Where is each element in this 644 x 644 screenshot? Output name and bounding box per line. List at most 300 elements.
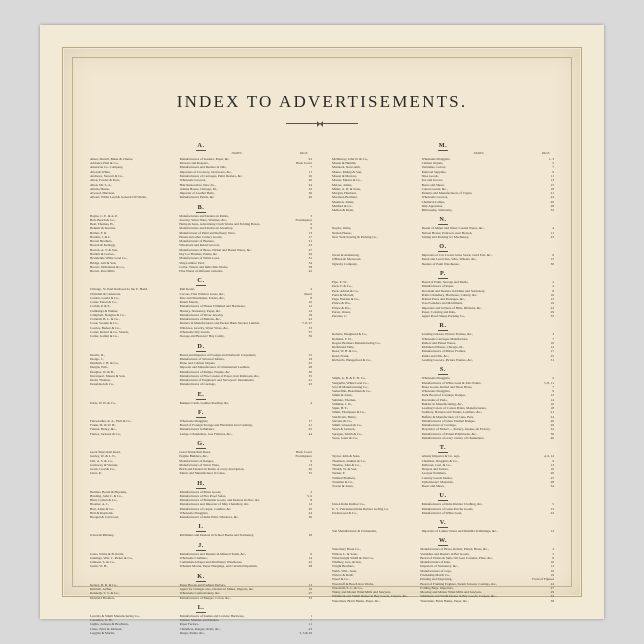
entry-pg: 18 [550,186,554,191]
entry-pg: 27 [308,591,312,596]
entry-name: Dodd, Thomas, [90,378,111,383]
entry-desc: Prime Chandlery, Hardware, Cutlery, &c., [421,292,478,297]
index-table [331,529,555,533]
index-table [89,552,313,569]
entry-desc: Manufacturers of Pumps, Engine, &c. [179,369,231,374]
letter-heading: E. [197,390,205,398]
index-entry-row [331,436,555,440]
letter-heading: U. [439,492,447,500]
index-table [331,152,555,212]
index-entry-row [331,529,555,533]
letter-heading: P. [331,270,555,279]
letter-heading: N. [439,216,447,224]
entry-pg: 22 [550,510,554,515]
entry-name: Saltman, Thomas, [332,397,357,402]
entry-pg: 42 [308,269,312,274]
entry-name: Richmond Time, [332,345,355,350]
entry-name: Bowen, A. T. & Son, [90,247,118,252]
entry-pg: 2 [310,489,312,494]
entry-pg: 28 [550,203,554,208]
entry-pg: 4, 6, 12 [543,454,554,459]
letter-underline [438,150,448,151]
entry-name: Hosmer, A. J., [90,502,109,507]
entry-desc: Manufacturers of Brass, Nickel and Plated Wares, &c. [179,247,252,252]
entry-desc: Waterman, Brick Banks, Paper, &c., [420,598,469,603]
entry-pg: 40 [550,435,554,440]
entry-name: Jennings, Wm. C. Picker & Co., [90,555,134,560]
entry-pg: 11 [550,230,554,235]
entry-desc: Paper, Coloring and Inks, [421,309,456,314]
letter-underline [196,351,206,352]
index-entry-row [89,269,313,273]
entry-pg: 29 [308,252,312,256]
entry-name: Mercer, James, [332,182,353,187]
entry-pg: 4 [552,226,554,231]
entry-desc: Wholesale and Retail Grocers, [179,243,221,248]
entry-pg: 10 [550,292,554,297]
entry-desc: Manufacturers of Ranges, [179,458,214,463]
entry-desc: Paper Hoods and Fashion Furbers, [179,582,226,587]
letter-heading: R. [439,322,447,330]
entry-pg: 6 [310,222,312,227]
index-table [89,533,313,537]
letter-heading: A. [197,142,205,149]
entry-desc: Manufacturers of Paper, [421,284,454,289]
entry-desc: Unions, Mantles and Dealers, [179,618,220,623]
entry-pg: 20 [308,506,312,511]
entry-pg: 36 [550,431,554,436]
entry-name: Andrews, Stewart & Co., [90,174,124,179]
entry-name: Hart, Allen & Co., [90,506,115,511]
entry-name: Tribbett Brothers, [332,475,356,480]
entry-desc: Varnishes and Dealers in Bar Goods, [420,551,470,556]
entry-desc: Chemists, Druggists & Co., [421,458,459,463]
entry-pg: 43 [308,382,312,387]
entry-name: Gurley, W. & L. E., [90,454,117,459]
poster [40,25,604,635]
entry-name: Conlon, Gould & Co., [90,295,120,300]
entry-name: Towne & Jones, [332,484,354,489]
letter-underline [438,330,448,331]
entry-desc: Jewelry, Silver Ware, Watches, &c., [179,217,228,222]
index-entry-row [331,314,555,318]
entry-name: Union India Rubber Co., [332,502,366,507]
entry-pg: 24 [550,195,554,200]
entry-desc: Printing and Engraving, [420,577,453,582]
entry-name: Wood & Co., [332,577,350,582]
entry-desc: Drapers and Tailors, [421,467,449,472]
entry-desc: Builder in Manufacturing, &c., [421,401,464,406]
entry-desc: Dealers in Manufacturers and Packet Bank Stocker Lumber, [179,321,261,326]
entry-name: Mulford & Co., [332,203,353,208]
entry-pg: 10 [550,560,554,565]
entry-desc: Porcelains of Paris, [421,397,448,402]
entry-name: Holmes, Booth & Haydens, [90,489,128,494]
entry-pg: 7 [552,384,554,389]
entry-pg: 6 [552,253,554,258]
entry-pg: 21 [550,191,554,196]
page-border [72,57,572,635]
entry-pg: 3 [310,213,312,218]
entry-desc: Manufacturers of India Print, Windows, &c. [179,515,239,520]
index-table [89,401,313,405]
entry-pg: Frontispiece [295,454,312,459]
entry-name: Stillman, J. D., [332,401,353,406]
entry-pg: 6 [310,551,312,556]
index-entry-row [89,334,313,338]
entry-desc: Importers of Crockery, Glassware, &c., [179,169,233,174]
entry-pg: 32 [550,208,554,213]
letter-underline [196,531,206,532]
letter-underline [438,374,448,375]
entry-desc: Tea and Grocer, [421,178,443,183]
entry-pg: 13 [308,230,312,235]
entry-pg: 19 [308,587,312,592]
index-entry-row [331,262,555,266]
entry-name: Doneldson & Co., [90,382,115,387]
entry-desc: Saddlery, Harness and Trunks, Leathers, &c., [421,410,483,415]
entry-pg: 9 [310,458,312,463]
entry-name: Jones, White & B. Parris, [90,551,125,556]
entry-desc: Board of Foreign Storage and Hardwins Iron Castings, [179,423,253,428]
entry-pg: 5, 8, 11 [544,380,554,385]
entry-desc: Board of Works & Skin, Oil Gear Curtains, Plate, &c., [420,555,494,560]
entry-name: Dunham, J. B. & Co., [90,361,120,366]
index-table [89,490,313,520]
index-entry-row [89,533,313,537]
entry-desc: Agent for Oranges also, Dealers in Mines, Imports, &c. [179,587,254,592]
entry-pg: 38 [550,598,554,603]
entry-pg: 2 [310,287,312,292]
letter-underline [196,150,206,151]
entry-name: Underwood & Co., [332,510,358,515]
entry-desc: Dealers of Paint Warehouse, [421,261,460,266]
entry-desc: Collar, Waters and India Silk Works, [179,264,229,269]
entry-desc: Manufacturer of Paint and Refinery Ware, [179,230,236,235]
entry-pg: 1, 3 [548,156,554,161]
entry-pg: 18 [308,312,312,317]
entry-desc: Manufacturers of Seeders, Paper, &c. [179,156,230,161]
entry-desc: Manufacturers of Burners, [179,239,215,244]
entry-desc: Nelson House, Poltroon, near Boston, [421,230,473,235]
index-column-left [89,138,313,635]
entry-pg: 15 [550,182,554,187]
entry-name: Sangerlin, White Lead Co., [332,380,369,385]
entry-pg: 13 [550,564,554,569]
entry-name: Adriance Platt & Co., [90,161,120,166]
entry-desc: Wholesale Confectionery, &c. [179,591,221,596]
entry-pg: 3 [552,332,554,337]
entry-name: Fairweather, R. A., Hall & Co., [90,418,132,423]
entry-desc: Manufacturers of House Trimmed and Hardware, [179,304,246,309]
entry-desc: Manufacturers and Dealers in Mineral Teeth, &c., [179,551,247,556]
entry-desc: Folding Bags, Importers, [420,585,454,590]
entry-name: Thomson, Jenkins & Co., [332,458,367,463]
letter-heading: J. [89,542,313,551]
entry-desc: Board of Paint, Storage and Shells, [421,280,469,284]
letter-underline [438,527,448,528]
index-entry-row [89,382,313,386]
entry-name: Cowles, Barker & Co., [90,325,121,330]
entry-name: Brown, Post Mills, [90,269,116,274]
index-table [331,547,555,602]
entry-desc: Windows, Gravity, Water Wave, &c., [179,325,230,330]
entry-name: Frank, M. & W. H., [90,423,117,428]
entry-desc: Fine Wares of different varieties, [179,269,224,274]
index-entry-row [331,358,555,362]
entry-name: Richard's, Hungerford & Co., [332,357,372,362]
index-entry-row [331,484,555,488]
entry-name: Ivison & Phinney, [90,533,115,538]
index-columns [73,138,571,635]
entry-desc: Board and Importer of Foreign and Domestic Carpenters, [179,352,257,357]
entry-desc: Boots and Shoes, [421,182,445,187]
entry-name: Murdock, Newcomb, [332,165,361,170]
entry-desc: Manufacturers and Dealers in Jewellery, [179,226,234,231]
entry-name: Mason & Hamlin, [332,161,357,166]
letter-heading: T. [439,444,447,452]
entry-name: Chicago, St. Paul Railroad do Jno E. Hadd, [90,287,148,292]
entry-pg: 13 [308,462,312,467]
entry-pg: 17 [308,234,312,239]
entry-name: Prince & Pro., [332,301,352,306]
entry-name: Brandeline White Lead Co., [90,256,128,261]
entry-pg: 14 [550,345,554,350]
entry-name: Gries, P., [90,471,103,476]
entry-desc: Wholesale Dry Goods, [179,329,211,334]
entry-pg: 7 [310,165,312,170]
entry-pg: 26 [308,467,312,472]
entry-name: Waterman, Brick Banks, Paper, &c., [332,598,381,603]
entry-pg: 16 [550,568,554,573]
entry-name: Nelson House, [332,230,352,235]
entry-name: Mason & Morrow, [332,174,357,179]
index-table [89,583,313,600]
letter-heading: B. [197,203,205,211]
letter-heading: D. [197,342,205,350]
entry-pg: 31 [550,357,554,362]
entry-pg: 34 [550,484,554,489]
entry-pg: 8 [310,498,312,503]
entry-pg: 32 [550,427,554,432]
index-table [331,454,555,488]
entry-name: Atwood, Harrison, [90,191,115,196]
entry-name: Kirkland Brothers, [90,595,116,600]
entry-pg: 31 [308,256,312,261]
entry-desc: Board of Framing Engines, Steam Saloons Castings, &c., [420,581,498,586]
entry-pg: 18 [550,406,554,411]
entry-name: Mauro, Riding & Son, [332,169,363,174]
entry-desc: Tannic and Manufacturer in Glass, [179,471,226,476]
entry-pg: 35 [308,471,312,476]
entry-name: Smith, A. B. & E. H. Co., [332,376,367,381]
entry-pg: 16 [308,174,312,179]
entry-pg: 25 [308,427,312,432]
entry-desc: Varnishes, Colors, [421,165,447,170]
entry-name: Crandall, B. L. & Co., [90,317,120,322]
entry-desc: Chandlers, Ranges, Rolls, &c., [179,626,221,631]
entry-pg: 35 [308,373,312,378]
entry-name: Durgin, Wm., [90,365,109,370]
title-divider-ornament [286,121,358,126]
entry-desc: Railroad Supplies, [421,169,447,174]
entry-pg: 33 [550,594,554,599]
entry-desc: Importer and Manufacturer of Ornamented Leathers, [179,365,251,370]
entry-desc: Friendship Match Co., [420,573,451,578]
entry-pg: 8 [552,555,554,560]
entry-name: Wright Brothers, [332,564,355,569]
entry-pg: 28 [308,564,312,569]
entry-pg: 28 [550,479,554,484]
entry-pg: 3, 5 & 29 [299,630,312,635]
entry-name: O'Brien & Sherwood, [332,257,362,262]
entry-desc: Shoe Goods, [421,174,439,179]
index-entry-row [89,596,313,600]
entry-pg: Insert [304,291,312,296]
entry-desc: Manufacturers of Sashes and Cornice Hardware, [179,613,245,618]
column-header-pg: PAGE. [299,152,309,155]
entry-name: Thrush, W. & Son, [332,467,358,472]
entry-desc: Manufacturers of every variety of Chandeliers, [421,435,485,440]
entry-desc: Proprietor of Nickel — Pottery, Avenue, & Factory, [421,427,491,432]
entry-pg: 32 [308,186,312,191]
entry-desc: Manufacturer of Silvered Tablets, [179,356,225,361]
entry-name: Alleart, White Lead & General Oil Works, [90,195,147,200]
entry-name: Pond & Morrell, [332,292,355,297]
entry-name: Lights, Jackson & Bradburn, [90,622,129,627]
entry-pg: Frontispiece [295,217,312,222]
index-table [89,614,313,635]
index-entry-row [89,432,313,436]
index-table [89,152,313,200]
entry-pg: 5, 6 [306,493,312,498]
entry-pg: 33 [308,595,312,600]
entry-name: Miller, A. D. & Sons, [332,186,361,191]
entry-desc: Ship Lumber Yard, [179,260,205,265]
entry-name: Bartlett, J. & L. [90,234,111,239]
letter-heading: L. [197,603,205,611]
entry-name: Page, Holden & Co., [332,297,360,302]
entry-name: Peck, F. & Co., [332,284,353,289]
index-entry-row [89,631,313,635]
entry-desc: Tree Founders and Machinists, [421,301,463,306]
entry-pg: 9 [552,169,554,174]
entry-pg: 23 [308,626,312,631]
entry-pg: 15 [550,257,554,262]
entry-pg: 18 [308,533,312,538]
entry-name: Parsons, C. [332,314,348,319]
entry-name: Pipe, E. W., [332,280,348,284]
entry-name: Morgan, Harrison, [332,191,357,196]
entry-desc: Paper Factors, [179,622,199,627]
letter-underline [438,500,448,501]
index-table [89,419,313,436]
entry-pg: 7, 8, 27 [301,321,312,326]
entry-desc: Storage and Brewers' Bay Candy, [179,334,225,339]
entry-pg: 37 [308,329,312,334]
entry-name: Roberts, Haughead & Co., [332,332,368,337]
entry-pg: 91 [308,156,312,161]
entry-name: Woodruff & Beach Iron Works, [332,581,375,586]
entry-desc: Manufacturers of Caps, [420,568,452,573]
entry-pg: 5 [552,161,554,166]
entry-pg: 12 [308,502,312,507]
entry-name: Sears, Jones & Co., [332,435,359,440]
entry-pg: 16 [550,401,554,406]
letter-underline [196,581,206,582]
entry-pg: 5 [552,551,554,556]
entry-desc: Salting and Packing for Machinery, [421,234,470,239]
entry-pg: 8 [552,288,554,293]
index-table [89,287,313,338]
entry-desc: Importers and Jobbers of Hilis, Ribbons, &c, [421,305,482,310]
entry-name: Taylor, John & Sons, [332,454,361,459]
letter-heading: W. [438,537,448,545]
entry-pg: 15 [308,352,312,357]
entry-name: Van Shandfacturer & Cruttenden, [332,529,377,534]
entry-desc: Upholsterers' Materials, [421,479,454,484]
entry-pg: 13 [550,178,554,183]
entry-pg: Back Cover [296,449,312,454]
entry-pg: 30 [308,369,312,374]
entry-desc: Hosiery, Stationery, Paper, &c. [179,308,221,313]
entry-pg: 29 [550,423,554,428]
entry-desc: Leading Glasses, Picture Frames, &c., [421,332,473,337]
entry-name: Wilson, L. & Sons, [332,551,358,556]
entry-name: Davenport, Mason & Son, [90,373,126,378]
entry-desc: Leading Colors of Cotton Prints, Manufacturers, [421,406,487,411]
entry-pg: 26 [550,199,554,204]
entry-name: Tucker, F. [332,471,346,476]
entry-name: Stevens & Co., [332,418,353,423]
entry-pg: 13 [550,506,554,511]
entry-pg: 17 [308,418,312,423]
entry-name: Bayne, C. E. & A. P. [90,213,118,218]
letter-heading: I. [89,523,313,532]
entry-pg: 12 [308,304,312,309]
entry-name: Grant, Coal & Co., [90,467,116,472]
entry-desc: Lacquer Polishers, [421,471,447,476]
letter-heading: M. [438,142,448,149]
entry-name: Sturdivant, Henry, [332,414,357,419]
index-table [331,280,555,318]
entry-pg: 34 [308,260,312,265]
entry-desc: Chemical Lamps, [421,199,446,204]
entry-name: Galloway & Weston, [90,462,118,467]
entry-name: Kimball, Arthur, [90,587,113,592]
letter-underline [196,612,206,613]
entry-pg: 23 [308,243,312,248]
entry-name: Moulton, James, [332,199,355,204]
entry-desc: Manufacturers of White Lead, [421,510,463,515]
entry-pg: 22 [550,305,554,310]
entry-desc: Adams House, Chicago, Ill., [179,186,218,191]
index-entry-row [89,515,313,519]
entry-pg: 21 [550,410,554,415]
entry-pg: 21 [308,239,312,244]
entry-desc: Railroad, Coal, & Co., [421,462,452,467]
letter-underline [438,452,448,453]
entry-pg: 10 [308,300,312,305]
entry-pg: 16 [550,467,554,472]
entry-pg: 29 [550,309,554,314]
entry-name: Chrisdall & Camerons, [90,291,121,296]
entry-desc: Rail Route, [179,287,195,292]
entry-name: Bartlett & Graves, [90,252,115,256]
entry-desc: Importers of Cut Crown Glass Stock, Gold Foil, &c., [421,253,493,258]
entry-desc: Paint Board of Carriage, Ranges, [421,393,466,398]
entry-desc: Wholesale Druggists, [421,376,451,381]
